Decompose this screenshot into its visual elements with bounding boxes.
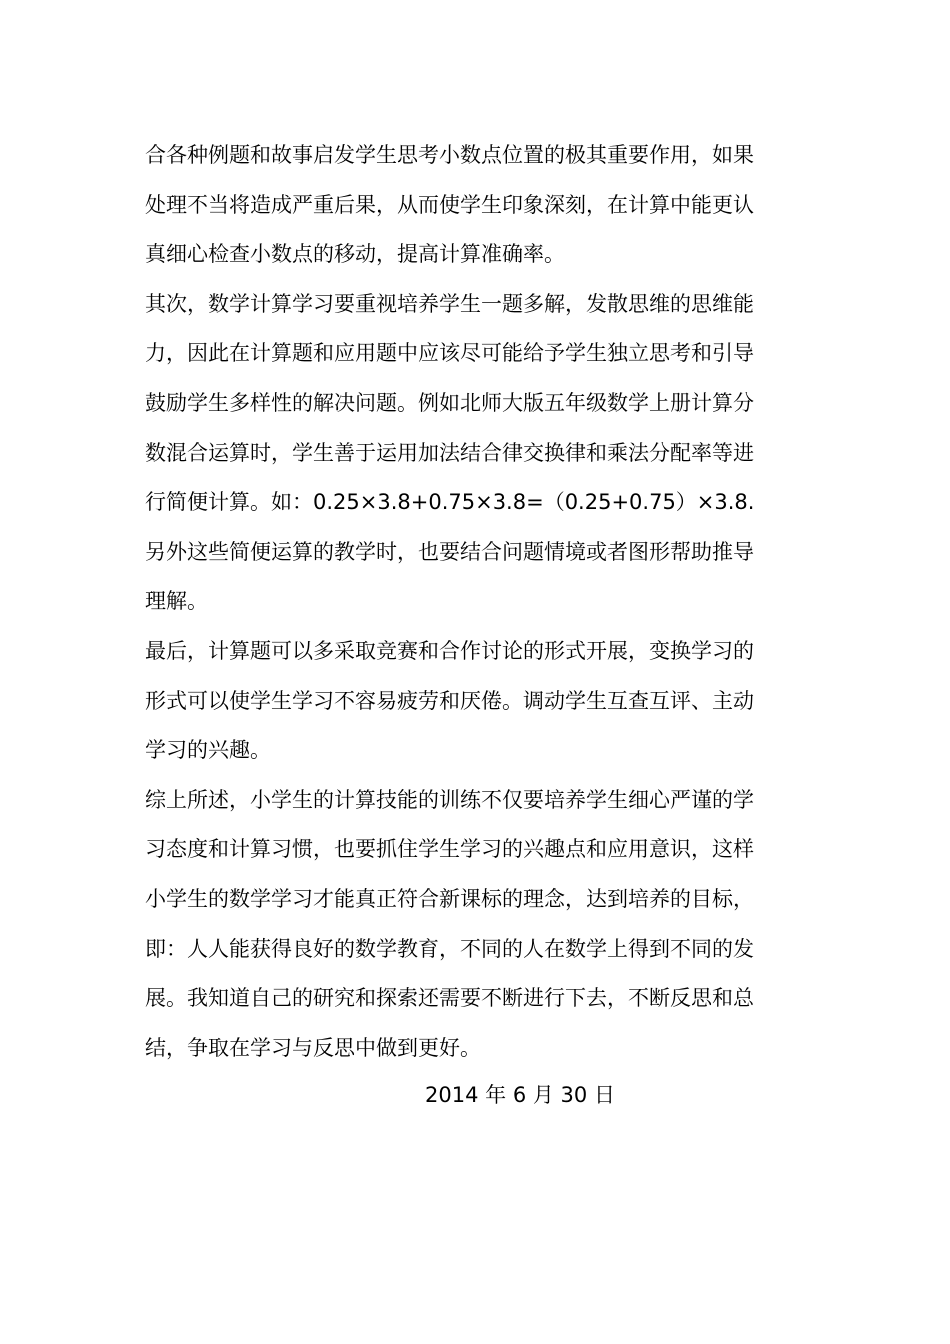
text-line: 其次，数学计算学习要重视培养学生一题多解，发散思维的思维能 [145,291,754,316]
text-line: 理解。 [145,589,208,614]
text-line: 结，争取在学习与反思中做到更好。 [145,1035,481,1060]
document-date: 2014 年 6 月 30 日 [425,1083,615,1107]
body-text [145,131,815,1073]
text-line: 另外这些简便运算的教学时，也要结合问题情境或者图形帮助推导 [145,539,754,564]
text-line: 鼓励学生多样性的解决问题。例如北师大版五年级数学上册计算分 [145,390,754,415]
text-line: 合各种例题和故事启发学生思考小数点位置的极其重要作用，如果 [145,143,754,167]
text-line: 习态度和计算习惯，也要抓住学生学习的兴趣点和应用意识，这样 [145,837,754,862]
text-line: 数混合运算时，学生善于运用加法结合律交换律和乘法分配率等进 [145,440,754,465]
text-line: 即：人人能获得良好的数学教育，不同的人在数学上得到不同的发 [145,936,754,961]
text-line: 形式可以使学生学习不容易疲劳和厌倦。调动学生互查互评、主动 [145,688,754,713]
text-line: 小学生的数学学习才能真正符合新课标的理念，达到培养的目标， [145,886,754,911]
text-line: 真细心检查小数点的移动，提高计算准确率。 [145,242,565,267]
text-line: 行简便计算。如：0.25×3.8+0.75×3.8=（0.25+0.75）×3.8. [145,490,755,515]
text-line: 展。我知道自己的研究和探索还需要不断进行下去，不断反思和总 [145,986,754,1011]
text-line: 最后，计算题可以多采取竞赛和合作讨论的形式开展，变换学习的 [145,638,754,663]
text-line: 处理不当将造成严重后果，从而使学生印象深刻，在计算中能更认 [145,192,754,217]
text-line: 学习的兴趣。 [145,738,271,763]
text-line: 力，因此在计算题和应用题中应该尽可能给予学生独立思考和引导 [145,341,754,366]
text-line: 综上所述，小学生的计算技能的训练不仅要培养学生细心严谨的学 [145,787,754,812]
